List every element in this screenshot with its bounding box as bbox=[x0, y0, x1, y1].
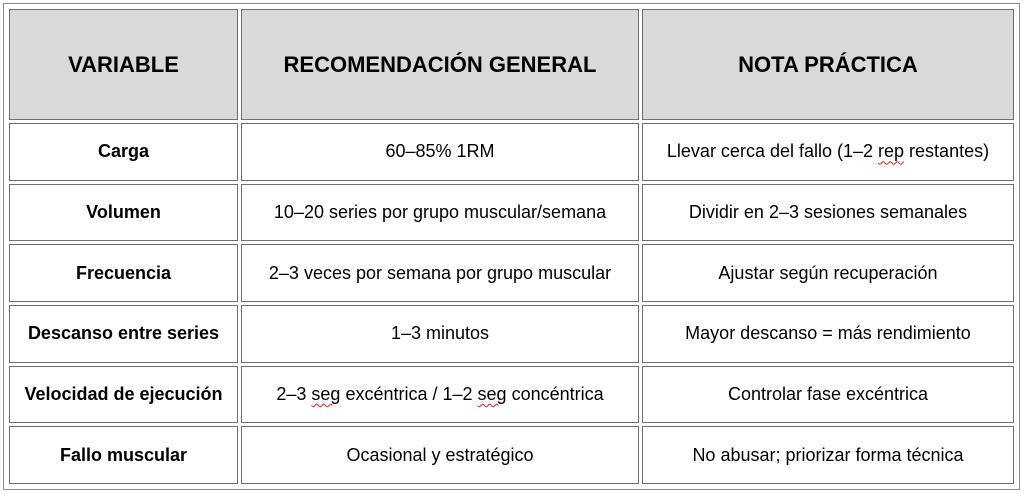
header-row bbox=[9, 9, 1014, 120]
training-recommendations-table bbox=[6, 6, 1017, 487]
table-row bbox=[9, 366, 1014, 424]
recommendation-cell bbox=[241, 366, 639, 424]
recommendation-cell: 1–3 minutos bbox=[241, 305, 639, 363]
table-row bbox=[9, 244, 1014, 302]
note-cell: Mayor descanso = más rendimiento bbox=[642, 305, 1014, 363]
note-cell: Controlar fase excéntrica bbox=[642, 366, 1014, 424]
document-page bbox=[3, 3, 1020, 490]
note-cell: No abusar; priorizar forma técnica bbox=[642, 426, 1014, 484]
note-text: restantes) bbox=[904, 141, 990, 162]
note-cell bbox=[642, 123, 1014, 181]
table-row bbox=[9, 184, 1014, 242]
variable-cell: Fallo muscular bbox=[9, 426, 238, 484]
table-row bbox=[9, 426, 1014, 484]
note-text: Llevar cerca del fallo (1–2 bbox=[666, 141, 879, 162]
recommendation-text: concéntrica bbox=[506, 383, 604, 404]
recommendation-cell: Ocasional y estratégico bbox=[241, 426, 639, 484]
note-cell: Ajustar según recuperación bbox=[642, 244, 1014, 302]
recommendation-cell: 10–20 series por grupo muscular/semana bbox=[241, 184, 639, 242]
recommendation-text: 2–3 bbox=[276, 383, 312, 404]
variable-cell: Frecuencia bbox=[9, 244, 238, 302]
variable-cell: Descanso entre series bbox=[9, 305, 238, 363]
spellcheck-flagged-word[interactable]: seg bbox=[311, 383, 341, 404]
header-recommendation: RECOMENDACIÓN GENERAL bbox=[241, 9, 639, 120]
spellcheck-flagged-word[interactable]: rep bbox=[878, 141, 905, 162]
header-practical-note: NOTA PRÁCTICA bbox=[642, 9, 1014, 120]
variable-cell: Velocidad de ejecución bbox=[9, 366, 238, 424]
recommendation-text: excéntrica / 1–2 bbox=[340, 383, 478, 404]
spellcheck-flagged-word[interactable]: seg bbox=[477, 383, 507, 404]
recommendation-cell: 2–3 veces por semana por grupo muscular bbox=[241, 244, 639, 302]
recommendation-cell: 60–85% 1RM bbox=[241, 123, 639, 181]
variable-cell: Carga bbox=[9, 123, 238, 181]
header-variable: VARIABLE bbox=[9, 9, 238, 120]
variable-cell: Volumen bbox=[9, 184, 238, 242]
table-row bbox=[9, 305, 1014, 363]
table-row bbox=[9, 123, 1014, 181]
note-cell: Dividir en 2–3 sesiones semanales bbox=[642, 184, 1014, 242]
